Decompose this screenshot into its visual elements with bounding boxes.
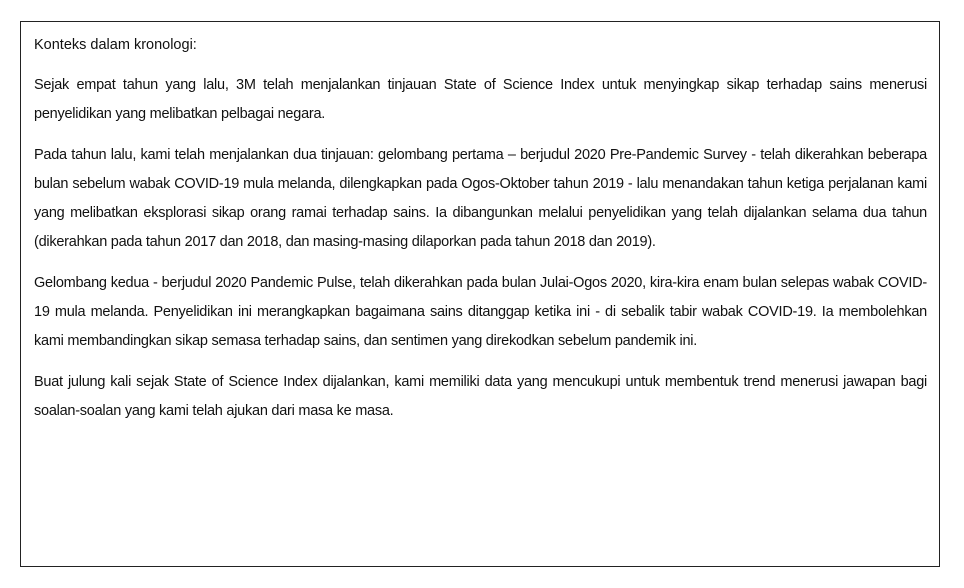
paragraph-second-wave: Gelombang kedua - berjudul 2020 Pandemic Pulse, telah dikerahkan pada bulan Julai-Ogos 2020, kira-kira enam bulan selepas wabak COVID-19 mula melanda. Penyelidikan ini merangkapkan bagaimana sains ditanggap ketika ini - di sebalik tabir wabak COVID-19. Ia membolehkan kami membandingkan sikap semasa terhadap sains, dan sentimen yang direkodkan sebelum pandemik ini. bbox=[34, 275, 927, 349]
paragraph-first-wave: Pada tahun lalu, kami telah menjalankan dua tinjauan: gelombang pertama – berjudul 2020 Pre-Pandemic Survey - telah dikerahkan beberapa bulan sebelum wabak COVID-19 mula melanda, dilengkapkan pada Ogos-Oktober tahun 2019 - lalu menandakan tahun ketiga perjalanan kami yang melibatkan eksplorasi sikap orang ramai terhadap sains. Ia dibangunkan melalui penyelidikan yang telah dijalankan selama dua tahun (dikerahkan pada tahun 2017 dan 2018, dan masing-masing dilaporkan pada tahun 2018 dan 2019). bbox=[34, 147, 927, 250]
paragraph-intro: Sejak empat tahun yang lalu, 3M telah menjalankan tinjauan State of Science Index untuk menyingkap sikap terhadap sains menerusi penyelidikan yang melibatkan pelbagai negara. bbox=[34, 77, 927, 122]
text-box bbox=[20, 21, 940, 567]
paragraph-trend: Buat julung kali sejak State of Science Index dijalankan, kami memiliki data yang mencukupi untuk membentuk trend menerusi jawapan bagi soalan-soalan yang kami telah ajukan dari masa ke masa. bbox=[34, 374, 927, 419]
box-heading: Konteks dalam kronologi: bbox=[34, 37, 197, 53]
